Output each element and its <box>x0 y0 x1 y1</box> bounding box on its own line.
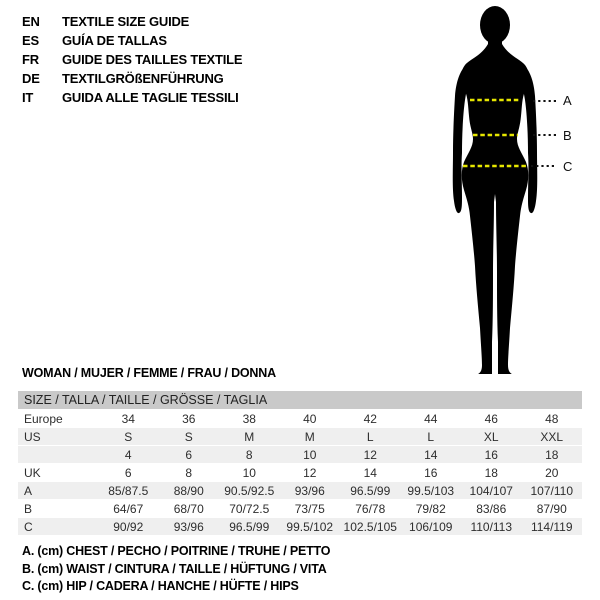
language-code: DE <box>22 71 40 86</box>
cell: 16 <box>401 464 462 482</box>
language-row-it <box>22 88 242 107</box>
legend-line-waist: B. (cm) WAIST / CINTURA / TAILLE / HÜFTUNG / VITA <box>22 561 327 576</box>
section-heading: WOMAN / MUJER / FEMME / FRAU / DONNA <box>22 366 276 380</box>
table-row-us <box>18 428 582 446</box>
measure-label-b: B <box>563 128 572 143</box>
language-label: TEXTILE SIZE GUIDE <box>62 14 190 29</box>
table-header-cell: SIZE / TALLA / TAILLE / GRÖSSE / TAGLIA <box>18 391 582 410</box>
cell: 87/90 <box>522 500 583 518</box>
legend-line-hip: C. (cm) HIP / CADERA / HANCHE / HÜFTE / HIPS <box>22 579 299 593</box>
cell: 42 <box>340 410 401 428</box>
cell: XL <box>461 428 522 446</box>
cell: L <box>401 428 462 446</box>
cell: 90/92 <box>98 518 159 536</box>
language-row-fr <box>22 50 242 69</box>
cell: 99.5/103 <box>401 482 462 500</box>
legend-line-chest: A. (cm) CHEST / PECHO / POITRINE / TRUHE / PETTO <box>22 544 331 558</box>
table-row-us-numeric <box>18 446 582 464</box>
cell: 79/82 <box>401 500 462 518</box>
cell: 10 <box>219 464 280 482</box>
cell: 12 <box>340 446 401 464</box>
cell: 48 <box>522 410 583 428</box>
row-label: US <box>18 428 98 446</box>
measure-label-c: C <box>563 159 573 174</box>
cell: 10 <box>280 446 341 464</box>
language-code: ES <box>22 33 39 48</box>
cell: 68/70 <box>159 500 220 518</box>
cell: 85/87.5 <box>98 482 159 500</box>
row-label <box>18 446 98 464</box>
table-header-row <box>18 391 582 410</box>
language-label: GUÍA DE TALLAS <box>62 33 167 48</box>
table-row-hip <box>18 518 582 536</box>
cell: 76/78 <box>340 500 401 518</box>
cell: 14 <box>340 464 401 482</box>
cell: 107/110 <box>522 482 583 500</box>
cell: 14 <box>401 446 462 464</box>
row-label: UK <box>18 464 98 482</box>
table-row-chest <box>18 482 582 500</box>
cell: S <box>159 428 220 446</box>
cell: 114/119 <box>522 518 583 536</box>
cell: 8 <box>159 464 220 482</box>
language-code: FR <box>22 52 39 67</box>
cell: 40 <box>280 410 341 428</box>
language-code: EN <box>22 14 40 29</box>
cell: 12 <box>280 464 341 482</box>
cell: 96.5/99 <box>219 518 280 536</box>
language-row-en <box>22 12 242 31</box>
cell: 20 <box>522 464 583 482</box>
table-row-waist <box>18 500 582 518</box>
cell: 90.5/92.5 <box>219 482 280 500</box>
row-label: B <box>18 500 98 518</box>
language-list <box>22 12 242 107</box>
cell: 83/86 <box>461 500 522 518</box>
language-label: TEXTILGRÖßENFÜHRUNG <box>62 71 224 86</box>
row-label: A <box>18 482 98 500</box>
row-label: C <box>18 518 98 536</box>
size-table <box>18 391 582 535</box>
cell: 64/67 <box>98 500 159 518</box>
cell: 8 <box>219 446 280 464</box>
cell: M <box>219 428 280 446</box>
cell: 4 <box>98 446 159 464</box>
cell: 106/109 <box>401 518 462 536</box>
cell: 16 <box>461 446 522 464</box>
cell: 36 <box>159 410 220 428</box>
table-row-europe <box>18 410 582 428</box>
cell: 96.5/99 <box>340 482 401 500</box>
cell: 38 <box>219 410 280 428</box>
measurement-legend <box>22 543 330 596</box>
measure-label-a: A <box>563 93 572 108</box>
cell: 104/107 <box>461 482 522 500</box>
cell: 70/72.5 <box>219 500 280 518</box>
cell: S <box>98 428 159 446</box>
cell: 93/96 <box>280 482 341 500</box>
cell: 99.5/102 <box>280 518 341 536</box>
language-code: IT <box>22 90 34 105</box>
cell: XXL <box>522 428 583 446</box>
table-row-uk <box>18 464 582 482</box>
cell: 6 <box>159 446 220 464</box>
language-label: GUIDA ALLE TAGLIE TESSILI <box>62 90 239 105</box>
measurement-figure <box>440 4 600 378</box>
cell: 93/96 <box>159 518 220 536</box>
cell: 18 <box>461 464 522 482</box>
cell: M <box>280 428 341 446</box>
cell: 34 <box>98 410 159 428</box>
cell: 73/75 <box>280 500 341 518</box>
language-row-es <box>22 31 242 50</box>
language-row-de <box>22 69 242 88</box>
language-label: GUIDE DES TAILLES TEXTILE <box>62 52 243 67</box>
cell: 102.5/105 <box>340 518 401 536</box>
cell: 44 <box>401 410 462 428</box>
cell: 46 <box>461 410 522 428</box>
row-label: Europe <box>18 410 98 428</box>
cell: L <box>340 428 401 446</box>
cell: 88/90 <box>159 482 220 500</box>
cell: 18 <box>522 446 583 464</box>
size-table-container <box>18 391 582 535</box>
woman-silhouette-icon <box>453 6 538 374</box>
cell: 6 <box>98 464 159 482</box>
cell: 110/113 <box>461 518 522 536</box>
